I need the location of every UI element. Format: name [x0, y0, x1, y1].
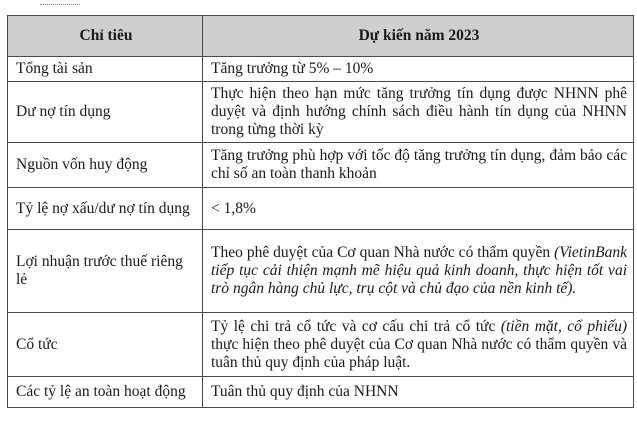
table-row: [8, 313, 634, 377]
row-label: Dư nợ tín dụng: [8, 82, 203, 143]
value-text: Tuân thủ quy định của NHNN: [211, 383, 399, 400]
row-label: Các tỷ lệ an toàn hoạt động: [8, 377, 203, 408]
value-note-italic: (tiền mặt, cổ phiếu): [500, 317, 627, 335]
table-row: [8, 82, 634, 143]
row-value: [203, 377, 634, 408]
row-value: [203, 230, 634, 313]
table-header: [8, 16, 634, 57]
value-text: Thực hiện theo hạn mức tăng trưởng tín dụng được NHNN phê duyệt và định hướng chính sách điều hành tín dụng của NHNN trong từng thời kỳ: [211, 85, 627, 138]
row-value: [203, 82, 634, 143]
value-text: < 1,8%: [211, 199, 256, 217]
header-plan-2023: Dự kiến năm 2023: [203, 16, 634, 57]
value-text: Tăng trưởng phù hợp với tốc độ tăng trưởng tín dụng, đảm bảo các chỉ số an toàn thanh khoản: [211, 147, 627, 182]
row-label: Tỷ lệ nợ xấu/dư nợ tín dụng: [8, 188, 203, 230]
row-value: [203, 143, 634, 188]
row-label: Cổ tức: [8, 313, 203, 377]
row-value: [203, 313, 634, 377]
row-label: Tổng tài sản: [8, 57, 203, 82]
row-value: [203, 188, 634, 230]
value-note-italic: (VietinBank tiếp tục cải thiện mạnh mẽ hiệu quả kinh doanh, thực hiện tốt vai trò ngân hàng chủ lực, trụ cột và chủ đạo của nền kinh tế).: [211, 244, 627, 297]
table-row: [8, 377, 634, 408]
value-text: Tỷ lệ chi trả cổ tức và cơ cấu chi trả cổ tức: [211, 317, 501, 335]
row-value: [203, 57, 634, 82]
value-text: Tăng trưởng từ 5% – 10%: [211, 60, 374, 77]
table-row: [8, 230, 634, 313]
row-label: Nguồn vốn huy động: [8, 143, 203, 188]
targets-table-container: [7, 15, 633, 408]
targets-table: [7, 15, 634, 408]
row-label: Lợi nhuận trước thuế riêng lẻ: [8, 230, 203, 313]
value-text: thực hiện theo phê duyệt của Cơ quan Nhà nước có thẩm quyền và tuân thủ quy định của pháp luật.: [211, 335, 627, 371]
cropped-text-fragment: [40, 0, 80, 5]
header-row: [8, 16, 634, 57]
header-indicator: Chỉ tiêu: [8, 16, 203, 57]
table-row: [8, 143, 634, 188]
value-text: Theo phê duyệt của Cơ quan Nhà nước có thẩm quyền: [211, 244, 555, 261]
table-row: [8, 188, 634, 230]
table-body: [8, 57, 634, 408]
table-row: [8, 57, 634, 82]
